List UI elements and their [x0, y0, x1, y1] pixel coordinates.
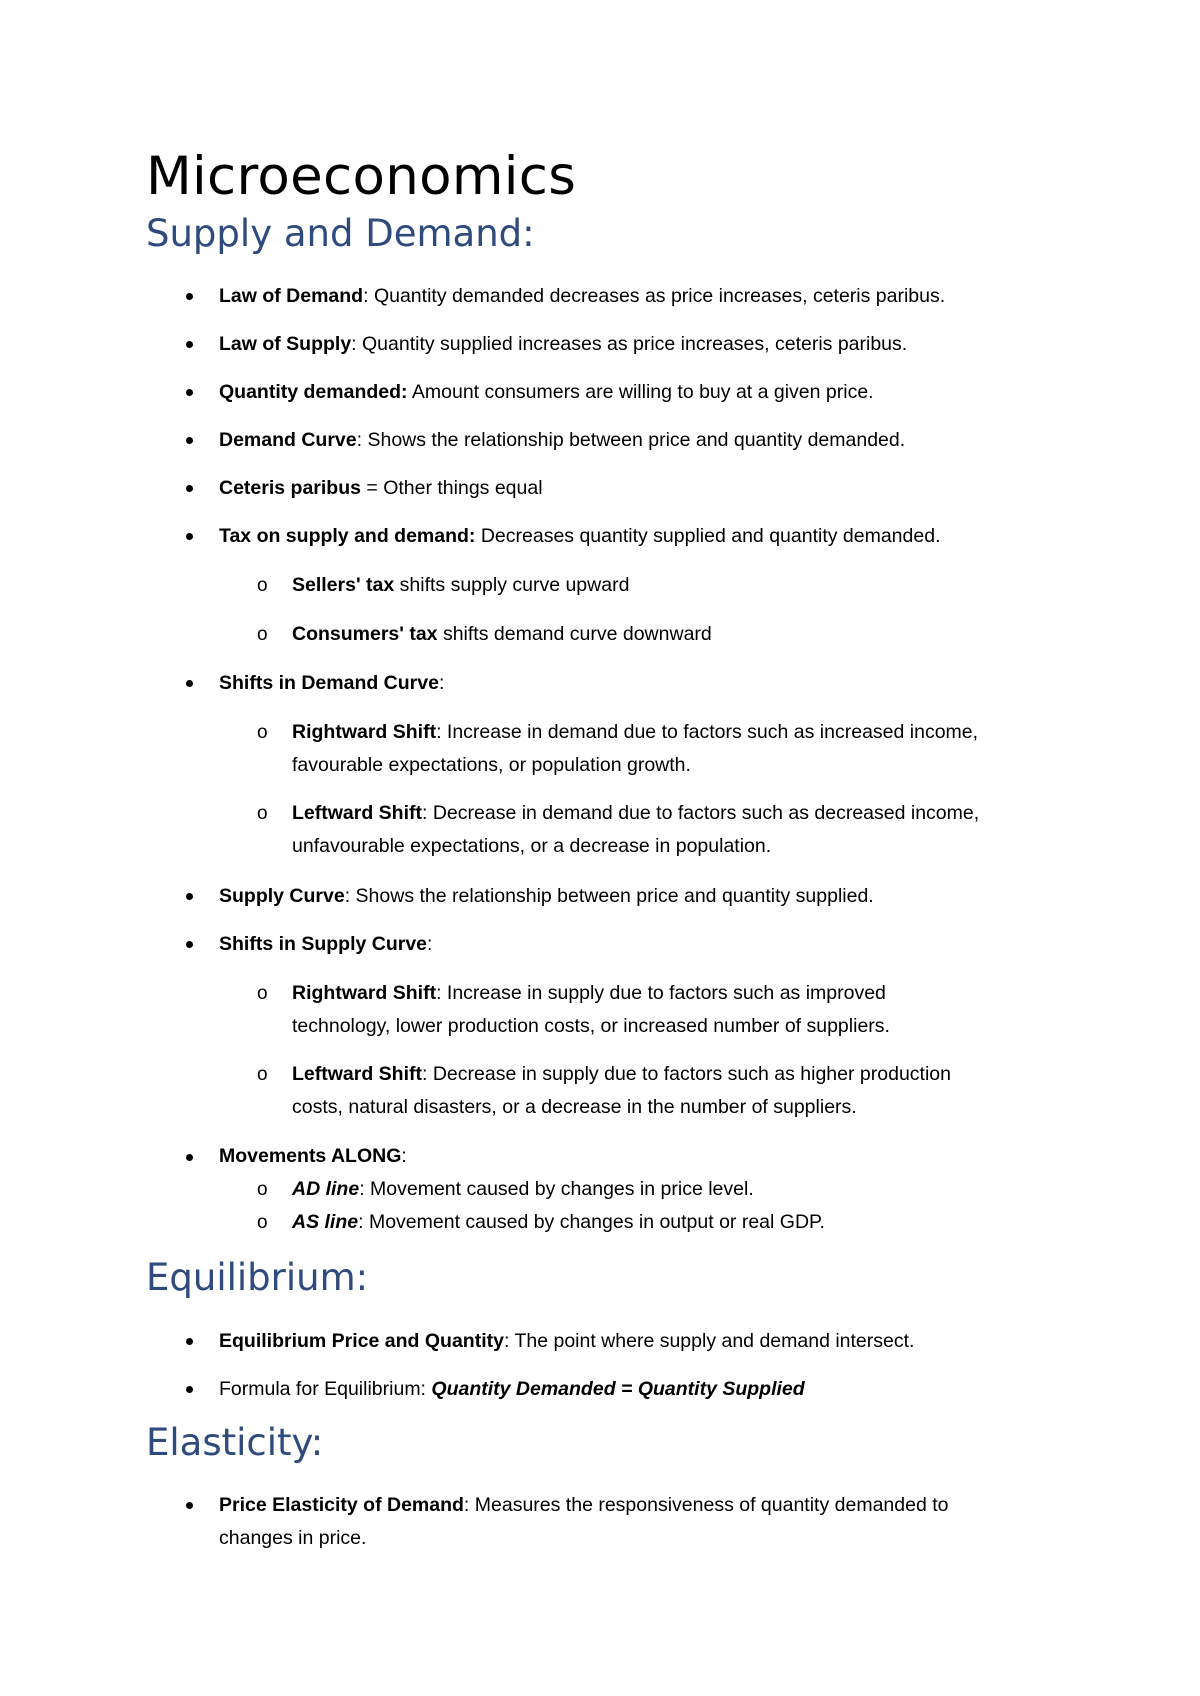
sub-bullet-icon: o	[257, 1212, 268, 1233]
definition: Quantity supplied increases as price increases, ceteris paribus.	[362, 333, 908, 355]
list-item	[219, 379, 874, 405]
list-item	[219, 1492, 948, 1518]
list-item	[219, 670, 444, 696]
sub-bullet-icon: o	[257, 575, 268, 596]
definition: shifts supply curve upward	[399, 574, 630, 596]
section-heading-equilibrium: Equilibrium:	[146, 1256, 369, 1299]
definition: Increase in supply due to factors such as improved	[446, 982, 886, 1004]
sub-bullet-icon: o	[257, 1179, 268, 1200]
term: Movements ALONG	[219, 1145, 402, 1167]
separator: :	[503, 1330, 515, 1352]
sub-list-item	[292, 621, 712, 647]
formula-lead: Formula for Equilibrium:	[219, 1378, 432, 1400]
sub-list-item	[292, 800, 979, 826]
document-title: Microeconomics	[146, 146, 577, 207]
sub-list-item-continuation: technology, lower production costs, or increased number of suppliers.	[292, 1015, 890, 1037]
separator: :	[463, 1494, 475, 1516]
bullet-icon	[186, 437, 193, 444]
term: Law of Supply	[219, 333, 352, 355]
term: Rightward Shift	[292, 982, 437, 1004]
definition: Decreases quantity supplied and quantity demanded.	[480, 525, 941, 547]
definition: Movement caused by changes in price level.	[370, 1178, 754, 1200]
separator: :	[436, 982, 447, 1004]
term: AS line	[292, 1211, 359, 1233]
term: Ceteris paribus	[219, 477, 361, 499]
separator: :	[358, 1211, 369, 1233]
section-heading-supply-demand: Supply and Demand:	[146, 212, 535, 255]
bullet-icon	[186, 1154, 193, 1161]
term: Shifts in Supply Curve	[219, 933, 428, 955]
sub-bullet-icon: o	[257, 722, 268, 743]
definition: Decrease in supply due to factors such as higher production	[432, 1063, 951, 1085]
bullet-icon	[186, 1502, 193, 1509]
term: Consumers' tax	[292, 623, 438, 645]
term: Leftward Shift	[292, 802, 422, 824]
list-item	[219, 283, 945, 309]
bullet-icon	[186, 893, 193, 900]
sub-list-item	[292, 1061, 951, 1087]
formula: Quantity Demanded = Quantity Supplied	[431, 1378, 805, 1400]
list-item	[219, 1376, 805, 1402]
separator: :	[356, 429, 368, 451]
separator: :	[422, 802, 433, 824]
definition: The point where supply and demand intersect.	[514, 1330, 915, 1352]
term: AD line	[292, 1178, 360, 1200]
definition: Decrease in demand due to factors such as decreased income,	[432, 802, 980, 824]
bullet-icon	[186, 533, 193, 540]
definition: Movement caused by changes in output or real GDP.	[368, 1211, 825, 1233]
bullet-icon	[186, 485, 193, 492]
sub-list-item-continuation: favourable expectations, or population growth.	[292, 754, 691, 776]
term: Rightward Shift	[292, 721, 437, 743]
separator: :	[359, 1178, 371, 1200]
definition: Measures the responsiveness of quantity demanded to	[474, 1494, 949, 1516]
term: Supply Curve	[219, 885, 345, 907]
sub-bullet-icon: o	[257, 1064, 268, 1085]
sub-bullet-icon: o	[257, 803, 268, 824]
term: Shifts in Demand Curve	[219, 672, 439, 694]
sub-bullet-icon: o	[257, 983, 268, 1004]
term: Quantity demanded:	[219, 381, 408, 403]
bullet-icon	[186, 389, 193, 396]
bullet-icon	[186, 1338, 193, 1345]
sub-list-item	[292, 1209, 825, 1235]
term: Demand Curve	[219, 429, 357, 451]
term: Sellers' tax	[292, 574, 395, 596]
bullet-icon	[186, 680, 193, 687]
separator: :	[344, 885, 356, 907]
bullet-icon	[186, 293, 193, 300]
separator: :	[422, 1063, 433, 1085]
sub-list-item-continuation: unfavourable expectations, or a decrease in population.	[292, 835, 772, 857]
sub-list-item-continuation: costs, natural disasters, or a decrease in the number of suppliers.	[292, 1096, 857, 1118]
sub-list-item	[292, 980, 886, 1006]
list-item	[219, 1328, 914, 1354]
separator: :	[351, 333, 363, 355]
definition: shifts demand curve downward	[442, 623, 712, 645]
separator: :	[438, 672, 445, 694]
separator: :	[401, 1145, 407, 1167]
list-item	[219, 475, 543, 501]
list-item	[219, 331, 907, 357]
list-item-continuation: changes in price.	[219, 1527, 367, 1549]
term: Leftward Shift	[292, 1063, 422, 1085]
list-item	[219, 883, 874, 909]
list-item	[219, 427, 905, 453]
sub-list-item	[292, 572, 629, 598]
separator: :	[363, 285, 374, 307]
bullet-icon	[186, 341, 193, 348]
sub-list-item	[292, 719, 978, 745]
bullet-icon	[186, 941, 193, 948]
definition: = Other things equal	[366, 477, 543, 499]
definition: Quantity demanded decreases as price increases, ceteris paribus.	[373, 285, 946, 307]
separator: :	[436, 721, 447, 743]
definition: Shows the relationship between price and quantity supplied.	[355, 885, 874, 907]
sub-bullet-icon: o	[257, 624, 268, 645]
bullet-icon	[186, 1386, 193, 1393]
definition: Shows the relationship between price and quantity demanded.	[367, 429, 906, 451]
list-item	[219, 931, 432, 957]
section-heading-elasticity: Elasticity:	[146, 1421, 324, 1464]
list-item	[219, 523, 940, 549]
sub-list-item	[292, 1176, 754, 1202]
term: Tax on supply and demand:	[219, 525, 476, 547]
definition: Amount consumers are willing to buy at a given price.	[411, 381, 874, 403]
definition: Increase in demand due to factors such as increased income,	[446, 721, 979, 743]
term: Law of Demand	[219, 285, 364, 307]
term: Price Elasticity of Demand	[219, 1494, 464, 1516]
term: Equilibrium Price and Quantity	[219, 1330, 504, 1352]
list-item	[219, 1143, 407, 1169]
separator: :	[427, 933, 433, 955]
